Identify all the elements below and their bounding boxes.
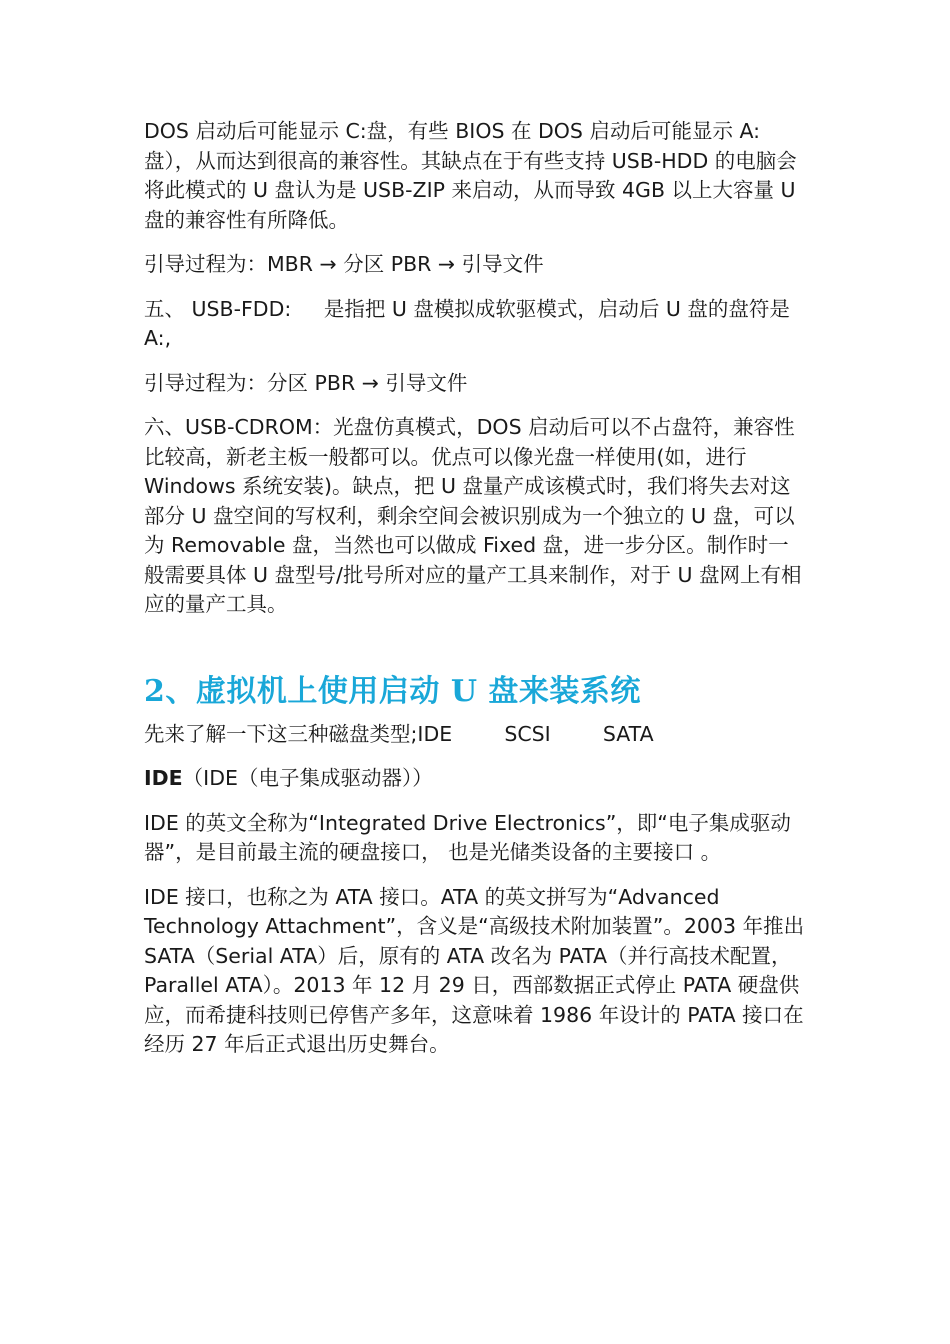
paragraph-boot-process-fdd: 引导过程为：分区 PBR → 引导文件 [144, 370, 468, 395]
paragraph-ide-history: IDE 接口，也称之为 ATA 接口。ATA 的英文拼写为“Advanced Technology Attachment”，含义是“高级技术附加装置”。2003 年推出 SATA（Serial ATA）后，原有的 ATA 改名为 PATA（并行高技术配置，Parallel ATA）。2013 年 12 月 29 日，西部数据正式停止 PATA 硬盘供应，而希捷科技则已停售产多年，这意味着 1986 年设计的 PATA 接口在经历 27 年后正式退出历史舞台。 [144, 884, 811, 1056]
document-page [144, 117, 809, 1075]
paragraph-boot-process-hdd: 引导过程为：MBR → 分区 PBR → 引导文件 [144, 252, 544, 276]
paragraph-ide-definition: IDE 的英文全称为“Integrated Drive Electronics”，即“电子集成驱动器”，是目前最主流的硬盘接口， 也是光储类设备的主要接口 。 [144, 810, 791, 864]
paragraph-disk-types-intro: 先来了解一下这三种磁盘类型;IDE SCSI SATA [144, 721, 654, 746]
paragraph-usb-cdrom: 六、USB-CDROM：光盘仿真模式，DOS 启动后可以不占盘符，兼容性比较高，新老主板一般都可以。优点可以像光盘一样使用(如，进行 Windows 系统安装)。缺点，把 U 盘量产成该模式时，我们将失去对这部分 U 盘空间的写权利，剩余空间会被识别成为一个独立的 U 盘，可以为 Removable 盘，当然也可以做成 Fixed 盘，进一步分区。制作时一般需要具体 U 盘型号/批号所对应的量产工具来制作，对于 U 盘网上有相应的量产工具。 [144, 415, 802, 616]
paragraph-usb-zip-end: DOS 启动后可能显示 C:盘，有些 BIOS 在 DOS 启动后可能显示 A:盘），从而达到很高的兼容性。其缺点在于有些支持 USB-HDD 的电脑会将此模式的 U 盘认为是 USB-ZIP 来启动，从而导致 4GB 以上大容量 U 盘的兼容性有所降低。 [144, 119, 803, 232]
ide-subtitle [144, 764, 809, 794]
ide-subtitle-rest: （IDE（电子集成驱动器）） [182, 766, 433, 790]
paragraph-usb-fdd: 五、 USB-FDD: 是指把 U 盘模拟成软驱模式，启动后 U 盘的盘符是 A:, [144, 296, 797, 350]
section-heading: 2、虚拟机上使用启动 U 盘来装系统 [144, 673, 641, 709]
ide-subtitle-bold: IDE [144, 766, 183, 790]
